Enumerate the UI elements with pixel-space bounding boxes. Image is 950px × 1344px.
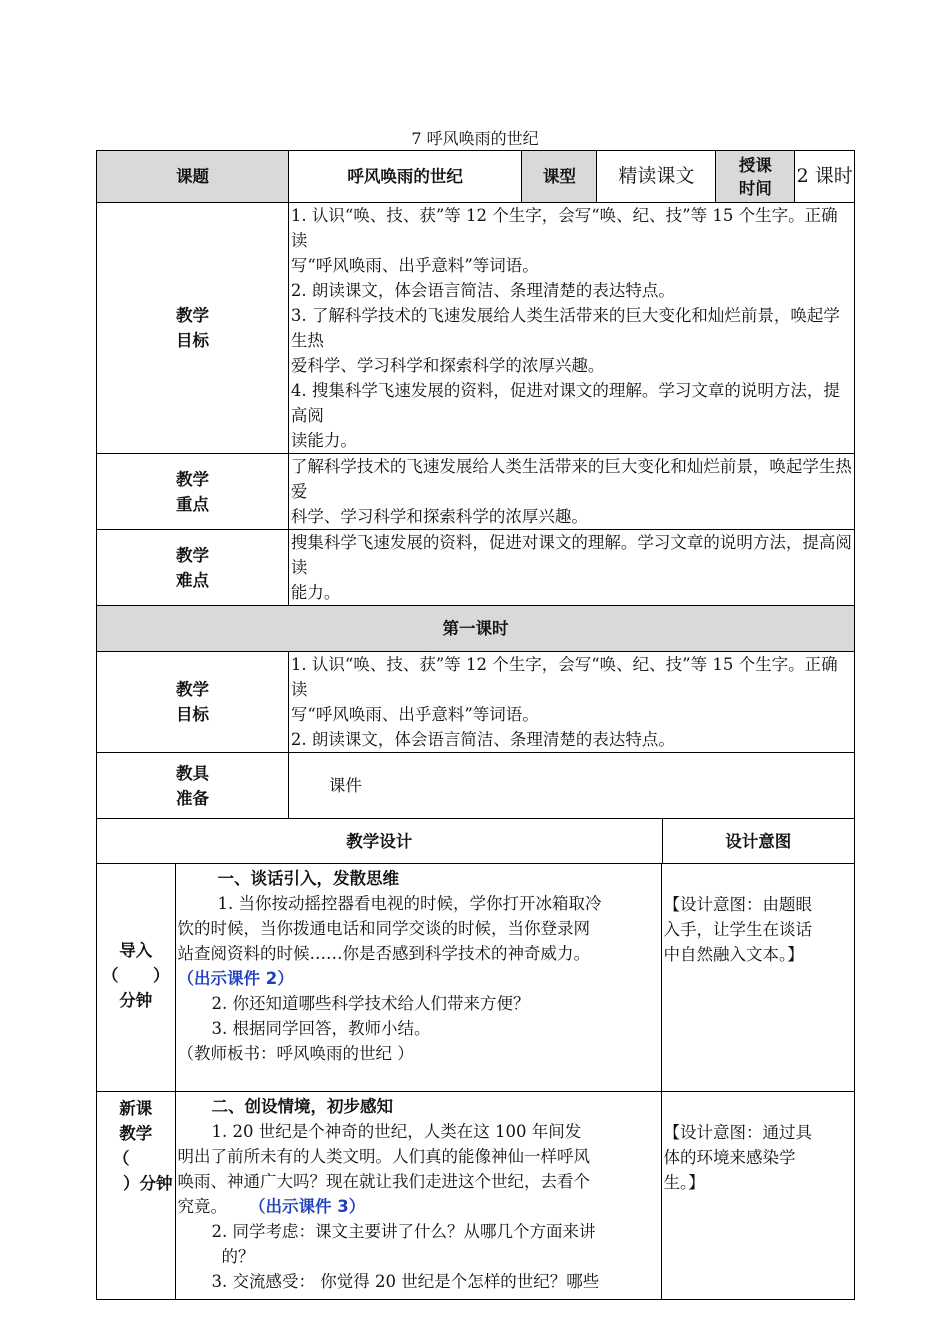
header-inner-cell	[288, 151, 854, 203]
intro-intent-line: 入手，让学生在谈话	[663, 920, 812, 939]
new-lesson-para-line: 明出了前所未有的人类文明。人们真的能像神仙一样呼风	[177, 1146, 590, 1166]
lesson1-goals-line: 1. 认识“唤、技、获”等 12 个生字，会写“唤、纪、技”等 15 个生字。正确读	[290, 655, 838, 699]
key-points-label-line1: 教学	[175, 469, 209, 489]
topic-value-cell	[289, 151, 522, 202]
new-lesson-intent-line: 生。】	[663, 1172, 705, 1192]
new-lesson-para-line: 唤雨、神通广大吗？现在就让我们走进这个世纪，去看个	[177, 1171, 590, 1191]
time-value-cell	[795, 151, 854, 202]
difficulties-line: 搜集科学飞速发展的资料，促进对课文的理解。学习文章的说明方法，提高阅读	[290, 533, 852, 577]
time-value: 2 课时	[796, 165, 853, 187]
topic-value: 呼风唤雨的世纪	[347, 167, 463, 186]
lesson1-goals-row	[97, 652, 855, 753]
body-cell	[97, 864, 855, 1300]
goals-label-line2: 目标	[175, 331, 209, 350]
lesson1-title: 第一课时	[97, 606, 855, 652]
new-lesson-para-first: 1. 20 世纪是个神奇的世纪，人类在这 100 年间发	[211, 1121, 582, 1141]
intro-para-line: 1. 当你按动摇控器看电视的时候，学你打开冰箱取冷	[217, 894, 602, 913]
intro-label-line1: 导入	[119, 941, 153, 960]
new-lesson-intent	[661, 1091, 854, 1299]
difficulties-row	[97, 530, 855, 606]
tools-label-cell	[97, 753, 289, 819]
header-row	[97, 151, 855, 203]
intro-label-cell	[97, 864, 175, 1091]
intent-header-label: 设计意图	[725, 831, 792, 851]
document-title: 7 呼风唤雨的世纪	[411, 129, 539, 148]
goals-label-line1: 教学	[175, 306, 209, 325]
goals-label-cell	[97, 203, 289, 454]
lesson1-goals-label-line1: 教学	[175, 680, 209, 699]
key-points-label-cell	[97, 454, 289, 530]
new-lesson-courseware: （出示课件 3）	[249, 1196, 366, 1216]
intro-para-line: 饮的时候，当你拨通电话和同学交谈的时候，当你登录网	[177, 919, 590, 938]
header-inner-table	[289, 151, 854, 202]
tools-label-line2: 准备	[175, 788, 209, 808]
design-header-cell	[97, 819, 855, 864]
lesson1-goals-content	[288, 652, 854, 753]
new-lesson-label-cell	[97, 1091, 175, 1299]
type-label-cell	[522, 151, 597, 202]
difficulties-label-cell	[97, 530, 289, 606]
goals-line: 4. 搜集科学飞速发展的资料，促进对课文的理解。学习文章的说明方法，提高阅	[290, 381, 840, 425]
difficulties-label-line2: 难点	[175, 570, 209, 590]
intro-content	[175, 864, 661, 1091]
intro-label-line3: 分钟	[119, 991, 153, 1010]
new-lesson-label-line2: 教学	[119, 1123, 153, 1143]
design-header-label: 教学设计	[97, 819, 662, 863]
goals-line: 3. 了解科学技术的飞速发展给人类生活带来的巨大变化和灿烂前景，唤起学生热	[290, 306, 840, 350]
intro-label-line2: （ ）	[102, 966, 170, 985]
lesson-plan-table	[96, 150, 855, 1300]
new-lesson-label-line1: 新课	[119, 1098, 153, 1118]
intro-courseware: （出示课件 2）	[177, 969, 294, 988]
goals-row	[97, 203, 855, 454]
design-header-inner	[97, 819, 854, 863]
new-lesson-heading: 二、创设情境，初步感知	[211, 1096, 393, 1116]
intro-para-line: 站查阅资料的时候……你是否感到科学技术的神奇威力。	[177, 944, 590, 963]
key-points-line: 科学、学习科学和探索科学的浓厚兴趣。	[290, 507, 588, 526]
difficulties-content	[288, 530, 854, 606]
time-label-line1: 授课	[738, 155, 772, 175]
new-lesson-item3: 3. 交流感受： 你觉得 20 世纪是个怎样的世纪？哪些	[211, 1271, 600, 1291]
new-lesson-intent-line: 【设计意图：通过具	[663, 1122, 812, 1142]
goals-line: 爱科学、学习科学和探索科学的浓厚兴趣。	[290, 356, 605, 375]
type-label: 课型	[542, 167, 576, 186]
new-lesson-intent-line: 体的环境来感染学	[663, 1147, 796, 1167]
goals-content	[288, 203, 854, 454]
new-lesson-item2a: 2. 同学考虑：课文主要讲了什么？从哪几个方面来讲	[211, 1221, 596, 1241]
tools-row	[97, 753, 855, 819]
intro-intent	[661, 864, 854, 1091]
new-lesson-para-last: 究竟。	[177, 1196, 227, 1216]
goals-line: 1. 认识“唤、技、获”等 12 个生字，会写“唤、纪、技”等 15 个生字。正确读	[290, 206, 838, 250]
design-header-row	[97, 819, 855, 864]
lesson1-goals-line: 2. 朗读课文，体会语言简洁、条理清楚的表达特点。	[290, 730, 675, 749]
intro-row	[97, 864, 854, 1091]
intro-intent-line: 中自然融入文本。】	[663, 945, 804, 964]
new-lesson-item2b: 的？	[221, 1246, 255, 1266]
new-lesson-label-line4: ）分钟	[123, 1173, 173, 1193]
key-points-line: 了解科学技术的飞速发展给人类生活带来的巨大变化和灿烂前景，唤起学生热爱	[290, 457, 852, 501]
new-lesson-row	[97, 1091, 854, 1299]
tools-label-line1: 教具	[175, 763, 209, 783]
key-points-content	[288, 454, 854, 530]
lesson1-goals-line: 写“呼风唤雨、出乎意料”等词语。	[290, 705, 539, 724]
time-label-cell	[716, 151, 795, 202]
lesson1-goals-label-cell	[97, 652, 289, 753]
lesson1-row	[97, 606, 855, 652]
difficulties-label-line1: 教学	[175, 545, 209, 565]
goals-line: 读能力。	[290, 431, 357, 450]
body-inner	[97, 864, 854, 1299]
new-lesson-label-line3: （	[113, 1148, 130, 1168]
difficulties-line: 能力。	[290, 583, 341, 602]
type-value-cell	[597, 151, 716, 202]
body-rows	[97, 864, 855, 1300]
time-label-line2: 时间	[738, 178, 772, 198]
topic-label: 课题	[175, 167, 209, 186]
topic-label-cell	[97, 151, 289, 203]
intro-intent-line: 【设计意图：由题眼	[663, 895, 812, 914]
new-lesson-content	[175, 1091, 661, 1299]
key-points-row	[97, 454, 855, 530]
key-points-label-line2: 重点	[175, 494, 209, 514]
tools-value: 课件	[288, 753, 854, 819]
intro-item3: 3. 根据同学回答，教师小结。	[211, 1019, 431, 1038]
goals-line: 2. 朗读课文，体会语言简洁、条理清楚的表达特点。	[290, 281, 675, 300]
intro-board: （教师板书：呼风唤雨的世纪 ）	[177, 1044, 414, 1063]
new-lesson-para-last-line	[178, 1194, 659, 1219]
type-value: 精读课文	[618, 165, 695, 187]
goals-line: 写“呼风唤雨、出乎意料”等词语。	[290, 256, 539, 275]
intro-heading: 一、谈话引入，发散思维	[217, 869, 399, 888]
intro-item2: 2. 你还知道哪些科学技术给人们带来方便？	[211, 994, 530, 1013]
lesson1-goals-label-line2: 目标	[175, 705, 209, 724]
